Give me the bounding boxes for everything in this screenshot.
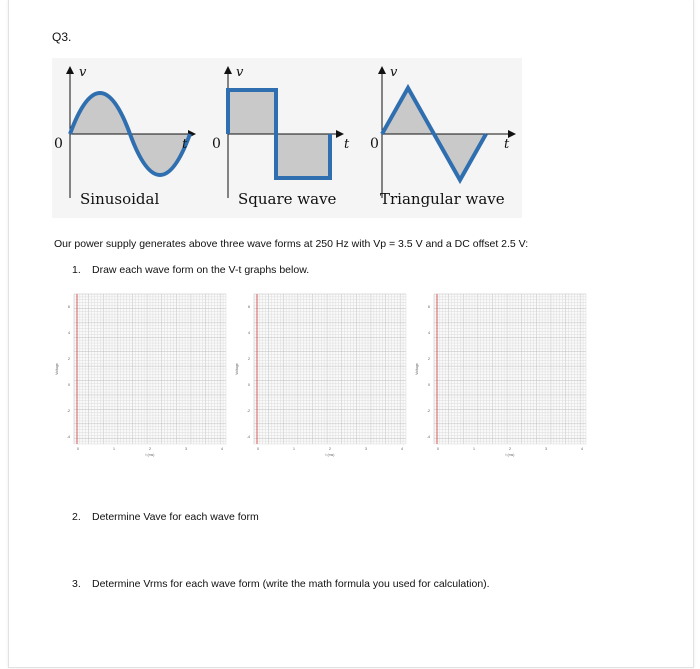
task-3 (72, 578, 490, 590)
graph-x-tick-label: 0 (257, 447, 259, 451)
task-1-text: Draw each wave form on the V-t graphs below. (92, 264, 310, 276)
problem-statement: Our power supply generates above three wave forms at 250 Hz with Vp = 3.5 V and a DC offset 2.5 V: (54, 238, 529, 250)
graph-y-tick-label: 2 (68, 357, 70, 361)
triangle-origin-label: 0 (370, 136, 379, 152)
task-2 (72, 511, 259, 523)
graph-y-axis-title: Voltage (55, 363, 59, 375)
graph-x-tick-label: 4 (401, 447, 403, 451)
graph-y-tick-label: 2 (248, 357, 250, 361)
task-3-number: 3. (72, 578, 81, 590)
graph-y-tick-label: -2 (426, 409, 430, 413)
graph-y-axis-title: Voltage (235, 363, 239, 375)
graph-x-tick-label: 0 (437, 447, 439, 451)
graph-x-tick-label: 4 (221, 447, 223, 451)
graph-y-tick-label: -4 (426, 435, 430, 439)
graph-x-tick-label: 1 (293, 447, 295, 451)
task-2-number: 2. (72, 511, 81, 523)
sine-t-label: t (182, 137, 188, 152)
square-origin-label: 0 (212, 136, 221, 152)
vt-graph-1 (52, 292, 228, 457)
graph-y-tick-label: 0 (248, 383, 250, 387)
graph-y-tick-label: 6 (68, 305, 70, 309)
sine-caption: Sinusoidal (80, 190, 160, 208)
graph-y-tick-label: 0 (428, 383, 430, 387)
graph-x-tick-label: 1 (113, 447, 115, 451)
square-v-label: v (236, 65, 244, 80)
graph-x-axis-title: t (ms) (325, 453, 335, 457)
task-1-number: 1. (72, 264, 81, 276)
square-fill-top (228, 90, 276, 134)
graph-y-tick-label: 2 (428, 357, 430, 361)
graph-x-tick-label: 4 (581, 447, 583, 451)
graph-x-axis-title: t (ms) (145, 453, 155, 457)
graph-y-tick-label: 4 (428, 331, 430, 335)
task-1 (72, 264, 309, 276)
triangle-caption: Triangular wave (380, 190, 505, 208)
graph-y-tick-label: 6 (428, 305, 430, 309)
vt-graph-2 (232, 292, 408, 457)
graph-x-tick-label: 2 (509, 447, 511, 451)
sine-v-label: v (79, 65, 87, 80)
vt-graph-3 (412, 292, 588, 457)
graph-x-axis-title: t (ms) (505, 453, 515, 457)
triangle-t-label: t (504, 137, 510, 152)
question-number: Q3. (52, 30, 72, 44)
square-t-label: t (344, 137, 350, 152)
graph-y-tick-label: 6 (248, 305, 250, 309)
task-2-text: Determine Vave for each wave form (92, 511, 259, 523)
graph-x-tick-label: 3 (545, 447, 547, 451)
square-caption: Square wave (238, 190, 337, 208)
graph-y-tick-label: 0 (68, 383, 70, 387)
graph-x-tick-label: 3 (365, 447, 367, 451)
graph-y-tick-label: -2 (246, 409, 250, 413)
square-fill-bottom (276, 134, 330, 178)
graph-x-tick-label: 2 (149, 447, 151, 451)
graph-y-tick-label: 4 (248, 331, 250, 335)
graph-y-tick-label: -4 (66, 435, 70, 439)
waveform-figure (52, 58, 522, 218)
graph-y-axis-title: Voltage (415, 363, 419, 375)
graph-y-tick-label: -2 (66, 409, 70, 413)
graph-x-tick-label: 1 (473, 447, 475, 451)
task-3-text: Determine Vrms for each wave form (write the math formula you used for calculation). (92, 578, 490, 590)
graph-x-tick-label: 0 (77, 447, 79, 451)
graph-y-tick-label: -4 (246, 435, 250, 439)
graph-x-tick-label: 3 (185, 447, 187, 451)
sine-origin-label: 0 (54, 136, 63, 152)
graph-y-tick-label: 4 (68, 331, 70, 335)
graph-x-tick-label: 2 (329, 447, 331, 451)
triangle-v-label: v (390, 65, 398, 80)
